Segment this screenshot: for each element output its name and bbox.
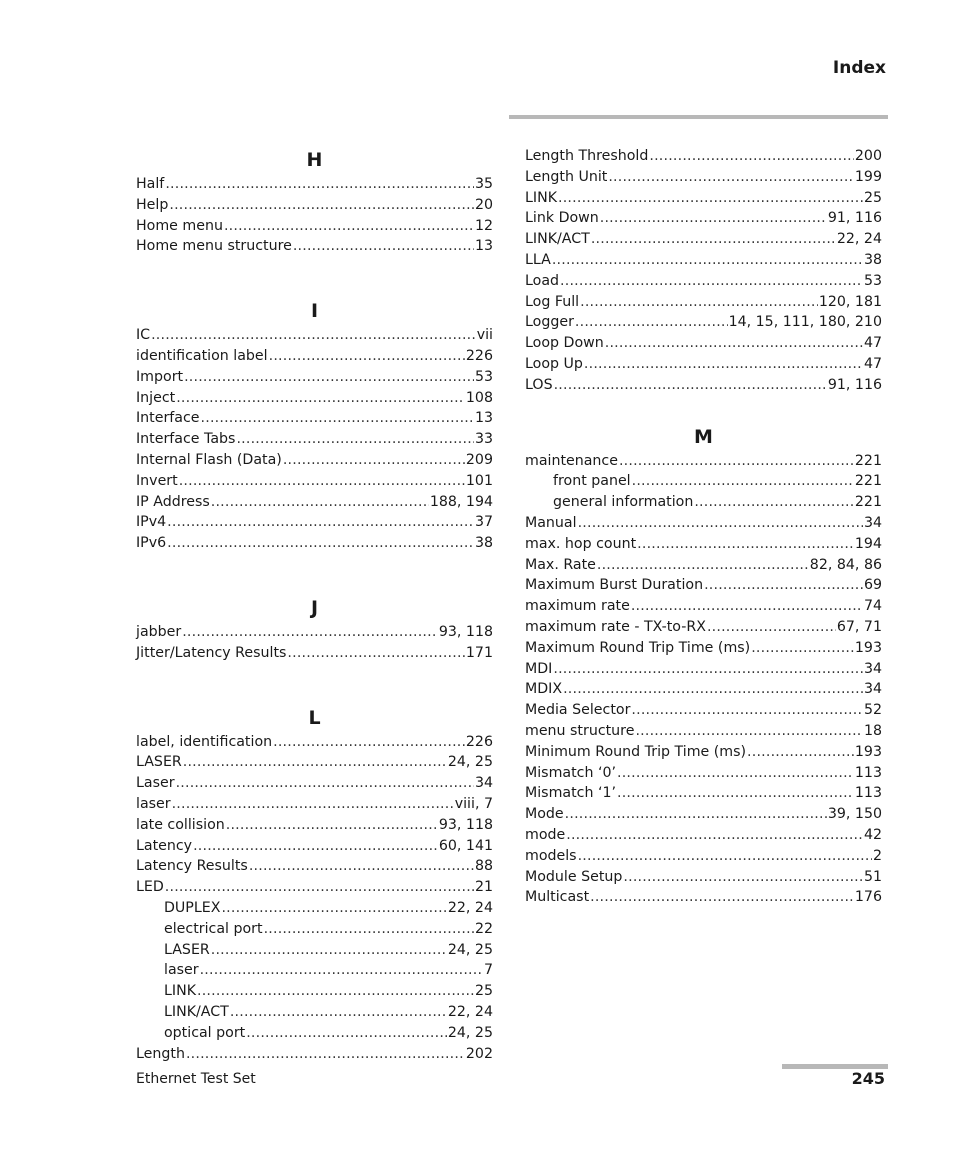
entry-pages: 88 [474, 858, 493, 875]
entry-pages: 53 [474, 368, 493, 385]
dot-leader [201, 408, 474, 429]
entry-pages: 91, 116 [827, 210, 882, 227]
footer-page-number: 245 [851, 1069, 885, 1088]
index-entry [525, 721, 882, 742]
dot-leader [566, 825, 863, 846]
entry-term: LINK/ACT [525, 231, 590, 248]
entry-term: max. hop count [525, 535, 637, 552]
entry-pages: 193 [854, 639, 882, 656]
dot-leader [236, 429, 474, 450]
entry-pages: 188, 194 [429, 493, 493, 510]
entry-term: late collision [136, 816, 225, 833]
index-entry [136, 643, 493, 664]
dot-leader [264, 919, 474, 940]
dot-leader [590, 887, 854, 908]
dot-leader [575, 312, 728, 333]
entry-pages: 221 [854, 452, 882, 469]
entry-term: IPv6 [136, 535, 167, 552]
dot-leader [751, 638, 854, 659]
entry-pages: 82, 84, 86 [809, 556, 882, 573]
index-entry [525, 887, 882, 908]
index-entry [525, 375, 882, 396]
entry-term: Invert [136, 472, 178, 489]
entry-term: Home menu [136, 217, 223, 234]
dot-leader [183, 752, 447, 773]
entry-pages: 2 [872, 847, 882, 864]
index-entry [525, 742, 882, 763]
entry-term: Loop Up [525, 355, 583, 372]
entry-pages: 14, 15, 111, 180, 210 [728, 314, 882, 331]
section-letter: I [310, 300, 319, 323]
dot-leader [221, 898, 446, 919]
dot-leader [182, 622, 438, 643]
index-entry [525, 555, 882, 576]
section-letter: M [694, 425, 713, 448]
index-entry [136, 512, 493, 533]
dot-leader [176, 388, 465, 409]
entry-term: Internal Flash (Data) [136, 451, 282, 468]
entry-term: Link Down [525, 210, 599, 227]
entry-pages: 120, 181 [818, 293, 882, 310]
entry-pages: vii [476, 327, 493, 344]
entry-term: Interface Tabs [136, 431, 236, 448]
entry-pages: 22 [474, 920, 493, 937]
index-entry [525, 229, 882, 250]
dot-leader [608, 167, 854, 188]
index-section [525, 146, 882, 396]
index-entry [136, 195, 493, 216]
dot-leader [563, 679, 863, 700]
entry-pages: 93, 118 [438, 816, 493, 833]
index-entry [136, 815, 493, 836]
entry-pages: 33 [474, 431, 493, 448]
dot-leader [165, 877, 474, 898]
entry-term: Length Threshold [525, 148, 649, 164]
entry-term: LINK [164, 983, 197, 1000]
dot-leader [704, 575, 863, 596]
entry-pages: 37 [474, 514, 493, 531]
entry-term: Media Selector [525, 702, 631, 719]
section-letter: H [306, 149, 323, 171]
entry-pages: 60, 141 [438, 837, 493, 854]
index-subentry [136, 981, 493, 1002]
index-entry [136, 732, 493, 753]
dot-leader [584, 354, 863, 375]
dot-leader [617, 783, 854, 804]
entry-pages: 113 [854, 785, 882, 802]
index-entry [136, 236, 493, 257]
entry-pages: 34 [863, 681, 882, 698]
index-entry [136, 408, 493, 429]
entry-term: Latency [136, 837, 193, 854]
entry-pages: 51 [863, 868, 882, 885]
dot-leader [211, 940, 447, 961]
index-entry [525, 763, 882, 784]
entry-term: Laser [136, 775, 175, 792]
entry-term: Module Setup [525, 868, 623, 885]
entry-pages: 226 [465, 347, 493, 364]
entry-pages: 113 [854, 764, 882, 781]
index-subentry [136, 898, 493, 919]
header-rule [509, 115, 888, 119]
entry-term: Jitter/Latency Results [136, 644, 287, 661]
index-subentry [136, 940, 493, 961]
dot-leader [619, 451, 854, 472]
entry-term: Help [136, 196, 169, 213]
dot-leader [631, 596, 863, 617]
dot-leader [224, 216, 474, 237]
index-entry [136, 346, 493, 367]
dot-leader [565, 804, 827, 825]
dot-leader [184, 367, 474, 388]
dot-leader [560, 271, 863, 292]
index-entry [525, 513, 882, 534]
index-subentry [136, 960, 493, 981]
section-letter: J [310, 596, 319, 619]
entry-pages: 39, 150 [827, 806, 882, 823]
index-entry [525, 700, 882, 721]
index-entry [136, 1044, 493, 1065]
dot-leader [635, 721, 863, 742]
entry-term: laser [136, 795, 171, 812]
entry-term: Mismatch ‘1’ [525, 785, 616, 802]
entry-pages: 221 [854, 494, 882, 511]
entry-pages: 13 [474, 238, 493, 255]
entry-term: maintenance [525, 452, 618, 469]
entry-term: models [525, 847, 577, 864]
entry-pages: 52 [863, 702, 882, 719]
entry-pages: 93, 118 [438, 623, 493, 640]
entry-term: LINK/ACT [164, 1003, 229, 1020]
index-entry [525, 146, 882, 167]
index-subentry [136, 1002, 493, 1023]
entry-term: LASER [136, 754, 182, 771]
entry-pages: 22, 24 [447, 1003, 493, 1020]
index-subentry [525, 492, 882, 513]
dot-leader [167, 533, 474, 554]
dot-leader [176, 773, 474, 794]
entry-term: LLA [525, 251, 551, 268]
entry-term: general information [553, 494, 694, 511]
index-entry [136, 450, 493, 471]
dot-leader [193, 836, 438, 857]
index-subentry [136, 919, 493, 940]
entry-term: Log Full [525, 293, 580, 310]
index-entry [136, 794, 493, 815]
entry-pages: 38 [474, 535, 493, 552]
entry-term: maximum rate - TX-to-RX [525, 618, 706, 635]
entry-pages: 193 [854, 743, 882, 760]
entry-pages: 18 [863, 722, 882, 739]
dot-leader [747, 742, 854, 763]
index-entry [136, 752, 493, 773]
entry-pages: 42 [863, 826, 882, 843]
dot-leader [632, 471, 854, 492]
entry-term: identification label [136, 347, 268, 364]
entry-term: Half [136, 176, 165, 192]
index-entry [136, 174, 493, 195]
dot-leader [186, 1044, 465, 1065]
entry-pages: 25 [474, 983, 493, 1000]
entry-term: jabber [136, 623, 182, 640]
entry-term: Loop Down [525, 335, 604, 352]
dot-leader [578, 846, 872, 867]
entry-term: IC [136, 327, 151, 344]
index-entry [525, 825, 882, 846]
entry-pages: 69 [863, 577, 882, 594]
page-header-title: Index [832, 58, 886, 78]
index-entry [136, 533, 493, 554]
index-entry [525, 354, 882, 375]
dot-leader [269, 346, 465, 367]
index-entry [525, 679, 882, 700]
entry-term: Multicast [525, 889, 590, 906]
entry-term: IP Address [136, 493, 210, 510]
dot-leader [694, 492, 854, 513]
entry-term: Mode [525, 806, 564, 823]
entry-term: Max. Rate [525, 556, 596, 573]
entry-pages: 74 [863, 598, 882, 615]
entry-pages: 22, 24 [447, 899, 493, 916]
index-entry [136, 367, 493, 388]
dot-leader [580, 292, 818, 313]
index-entry [525, 167, 882, 188]
entry-term: Minimum Round Trip Time (ms) [525, 743, 747, 760]
dot-leader [172, 794, 454, 815]
section-letter: L [308, 706, 321, 729]
index-entry [525, 312, 882, 333]
entry-pages: 108 [465, 389, 493, 406]
entry-term: laser [164, 962, 199, 979]
entry-term: MDI [525, 660, 553, 677]
dot-leader [273, 732, 465, 753]
dot-leader [230, 1002, 447, 1023]
dot-leader [211, 492, 429, 513]
index-subentry [525, 471, 882, 492]
entry-pages: 226 [465, 733, 493, 750]
dot-leader [591, 229, 836, 250]
index-section [136, 594, 493, 664]
index-column-right [525, 146, 882, 908]
entry-pages: 34 [863, 660, 882, 677]
entry-term: LED [136, 879, 164, 896]
index-entry [525, 867, 882, 888]
entry-pages: 199 [854, 168, 882, 185]
entry-pages: 221 [854, 473, 882, 490]
dot-leader [293, 236, 474, 257]
entry-pages: 34 [474, 775, 493, 792]
dot-leader [200, 960, 483, 981]
entry-term: Length [136, 1045, 185, 1062]
entry-term: Import [136, 368, 184, 385]
entry-pages: viii, 7 [454, 795, 493, 812]
entry-term: LASER [164, 941, 210, 958]
dot-leader [246, 1023, 447, 1044]
index-entry [136, 877, 493, 898]
entry-term: menu structure [525, 722, 635, 739]
entry-pages: 25 [863, 189, 882, 206]
entry-term: maximum rate [525, 598, 630, 615]
dot-leader [287, 643, 464, 664]
entry-pages: 53 [863, 272, 882, 289]
entry-pages: 47 [863, 335, 882, 352]
entry-pages: 171 [465, 644, 493, 661]
index-entry [525, 271, 882, 292]
index-entry [525, 596, 882, 617]
entry-term: mode [525, 826, 566, 843]
index-section [136, 146, 493, 257]
entry-pages: 209 [465, 451, 493, 468]
dot-leader [623, 867, 863, 888]
index-entry [136, 836, 493, 857]
index-entry [136, 492, 493, 513]
index-entry [525, 846, 882, 867]
entry-pages: 34 [863, 514, 882, 531]
dot-leader [600, 208, 827, 229]
dot-leader [165, 174, 474, 195]
entry-pages: 202 [465, 1045, 493, 1062]
index-entry [525, 292, 882, 313]
entry-pages: 91, 116 [827, 376, 882, 393]
index-entry [525, 783, 882, 804]
index-entry [525, 638, 882, 659]
entry-pages: 20 [474, 196, 493, 213]
entry-term: IPv4 [136, 514, 167, 531]
entry-pages: 47 [863, 355, 882, 372]
footer-document-title: Ethernet Test Set [136, 1071, 256, 1087]
dot-leader [167, 512, 474, 533]
entry-pages: 24, 25 [447, 1024, 493, 1041]
index-entry [525, 208, 882, 229]
index-entry [136, 622, 493, 643]
entry-pages: 13 [474, 410, 493, 427]
index-entry [525, 250, 882, 271]
dot-leader [197, 981, 474, 1002]
dot-leader [179, 471, 465, 492]
entry-term: Maximum Round Trip Time (ms) [525, 639, 751, 656]
entry-term: Home menu structure [136, 238, 292, 255]
entry-pages: 101 [465, 472, 493, 489]
index-entry [136, 388, 493, 409]
index-entry [525, 333, 882, 354]
index-entry [525, 451, 882, 472]
entry-term: Logger [525, 314, 574, 331]
index-entry [525, 617, 882, 638]
dot-leader [283, 450, 465, 471]
index-section [525, 423, 882, 909]
index-entry [136, 325, 493, 346]
entry-term: front panel [553, 473, 631, 490]
index-column-left [136, 146, 493, 1064]
index-entry [136, 429, 493, 450]
index-entry [525, 188, 882, 209]
entry-term: Interface [136, 410, 200, 427]
entry-pages: 21 [474, 879, 493, 896]
dot-leader [649, 146, 854, 167]
dot-leader [553, 659, 863, 680]
entry-pages: 12 [474, 217, 493, 234]
entry-term: Manual [525, 514, 577, 531]
index-section [136, 297, 493, 554]
dot-leader [249, 856, 474, 877]
index-entry [136, 216, 493, 237]
index-entry [525, 659, 882, 680]
index-section [136, 704, 493, 1065]
entry-term: Latency Results [136, 858, 248, 875]
dot-leader [631, 700, 863, 721]
index-entry [525, 575, 882, 596]
index-entry [136, 471, 493, 492]
dot-leader [637, 534, 854, 555]
dot-leader [558, 188, 863, 209]
dot-leader [578, 513, 863, 534]
index-entry [136, 773, 493, 794]
entry-term: LINK [525, 189, 558, 206]
dot-leader [617, 763, 854, 784]
entry-term: optical port [164, 1024, 246, 1041]
entry-pages: 22, 24 [836, 231, 882, 248]
dot-leader [169, 195, 474, 216]
dot-leader [707, 617, 836, 638]
dot-leader [151, 325, 476, 346]
entry-pages: 38 [863, 251, 882, 268]
index-entry [525, 534, 882, 555]
dot-leader [597, 555, 809, 576]
entry-term: Inject [136, 389, 176, 406]
entry-term: electrical port [164, 920, 263, 937]
entry-pages: 24, 25 [447, 754, 493, 771]
entry-pages: 67, 71 [836, 618, 882, 635]
entry-term: DUPLEX [164, 899, 221, 916]
entry-pages: 200 [854, 148, 882, 164]
dot-leader [226, 815, 438, 836]
entry-term: MDIX [525, 681, 563, 698]
entry-term: Load [525, 272, 560, 289]
entry-pages: 176 [854, 889, 882, 906]
entry-term: Length Unit [525, 168, 608, 185]
entry-term: label, identification [136, 733, 273, 750]
index-subentry [136, 1023, 493, 1044]
index-entry [136, 856, 493, 877]
dot-leader [554, 375, 827, 396]
index-entry [525, 804, 882, 825]
entry-pages: 7 [483, 962, 493, 979]
entry-term: Mismatch ‘0’ [525, 764, 616, 781]
entry-term: Maximum Burst Duration [525, 577, 704, 594]
dot-leader [552, 250, 863, 271]
dot-leader [605, 333, 863, 354]
entry-pages: 194 [854, 535, 882, 552]
entry-pages: 24, 25 [447, 941, 493, 958]
entry-term: LOS [525, 376, 553, 393]
entry-pages: 35 [474, 176, 493, 192]
